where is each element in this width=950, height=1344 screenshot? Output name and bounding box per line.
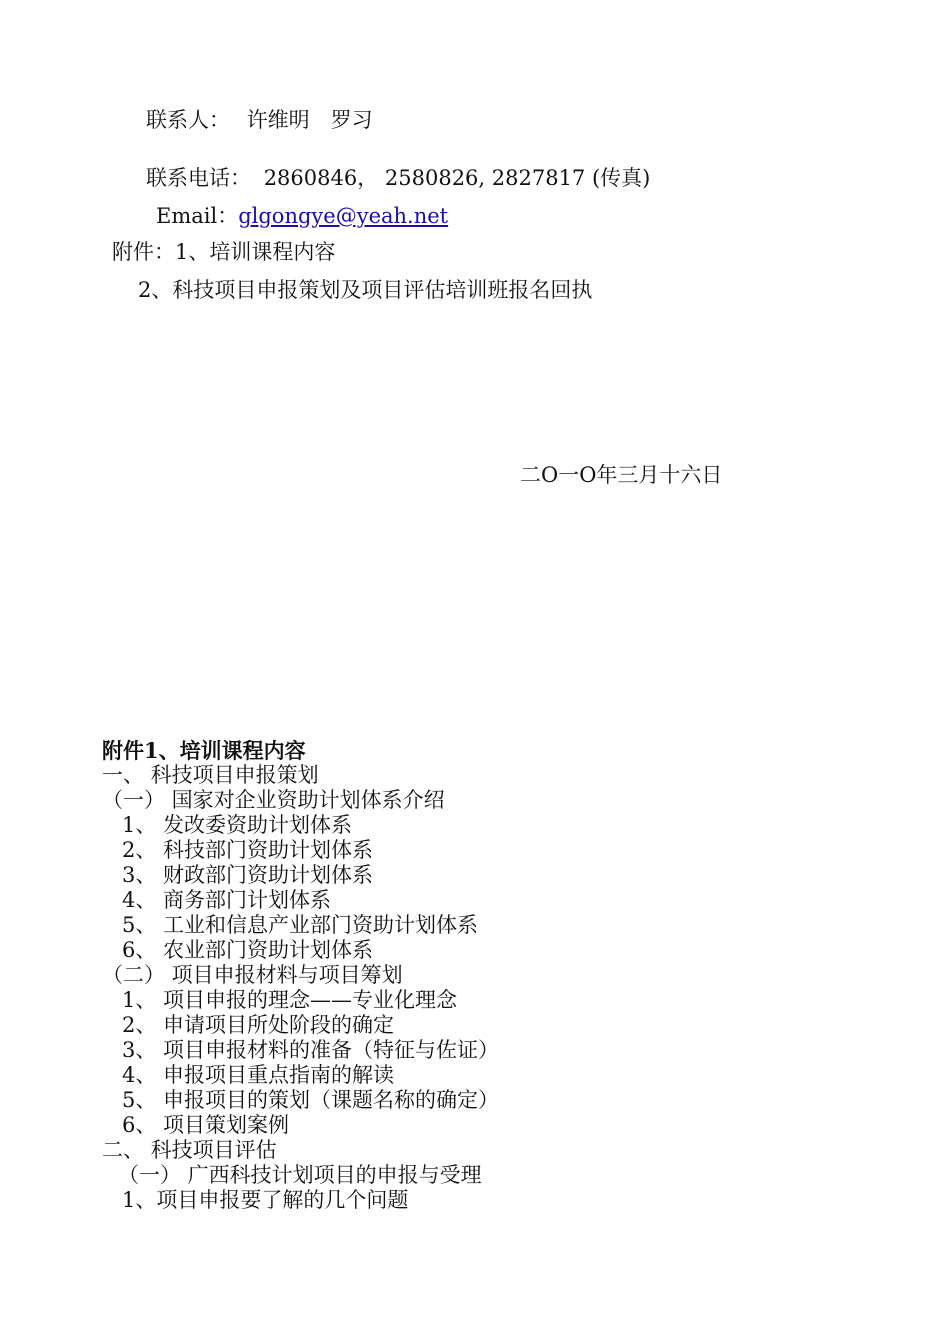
outline-item: 5、 工业和信息产业部门资助计划体系 xyxy=(122,913,479,937)
outline-item: 1、 发改委资助计划体系 xyxy=(122,813,353,837)
attachment-line-2: 2、科技项目申报策划及项目评估培训班报名回执 xyxy=(138,278,593,302)
email-link[interactable]: glgongye@yeah.net xyxy=(238,204,449,228)
outline-section-1: 一、 科技项目申报策划 xyxy=(102,763,319,787)
outline-item: 2、 科技部门资助计划体系 xyxy=(122,838,374,862)
outline-item: 6、 项目策划案例 xyxy=(122,1113,290,1137)
outline-subsection-2-1: （一） 广西科技计划项目的申报与受理 xyxy=(118,1163,482,1187)
outline-section-2: 二、 科技项目评估 xyxy=(102,1138,277,1162)
contact-persons-label: 联系人： xyxy=(146,108,230,132)
document-date: 二O一O年三月十六日 xyxy=(520,463,723,487)
outline-subsection-1-2: （二） 项目申报材料与项目筹划 xyxy=(102,963,403,987)
outline-item: 1、项目申报要了解的几个问题 xyxy=(122,1188,409,1212)
outline-item: 3、 财政部门资助计划体系 xyxy=(122,863,374,887)
contact-persons-line xyxy=(146,108,373,133)
outline-item: 3、 项目申报材料的准备（特征与佐证） xyxy=(122,1038,500,1062)
contact-email-line xyxy=(156,204,448,229)
outline-subsection-1-1: （一） 国家对企业资助计划体系介绍 xyxy=(102,788,445,812)
contact-phone-label: 联系电话： xyxy=(146,166,251,190)
appendix-title: 附件1、培训课程内容 xyxy=(102,738,306,763)
contact-persons: 许维明 罗习 xyxy=(246,108,373,132)
contact-phone-line xyxy=(146,166,650,191)
attachment-line-1: 附件：1、培训课程内容 xyxy=(112,240,336,264)
outline-item: 4、 商务部门计划体系 xyxy=(122,888,332,912)
outline-item: 5、 申报项目的策划（课题名称的确定） xyxy=(122,1088,500,1112)
contact-email-label: Email： xyxy=(156,204,239,228)
outline-item: 2、 申请项目所处阶段的确定 xyxy=(122,1013,395,1037)
contact-phone: 2860846， 2580826, 2827817 (传真) xyxy=(263,166,651,190)
outline-item: 4、 申报项目重点指南的解读 xyxy=(122,1063,395,1087)
outline-item: 1、 项目申报的理念——专业化理念 xyxy=(122,988,458,1012)
outline-item: 6、 农业部门资助计划体系 xyxy=(122,938,374,962)
